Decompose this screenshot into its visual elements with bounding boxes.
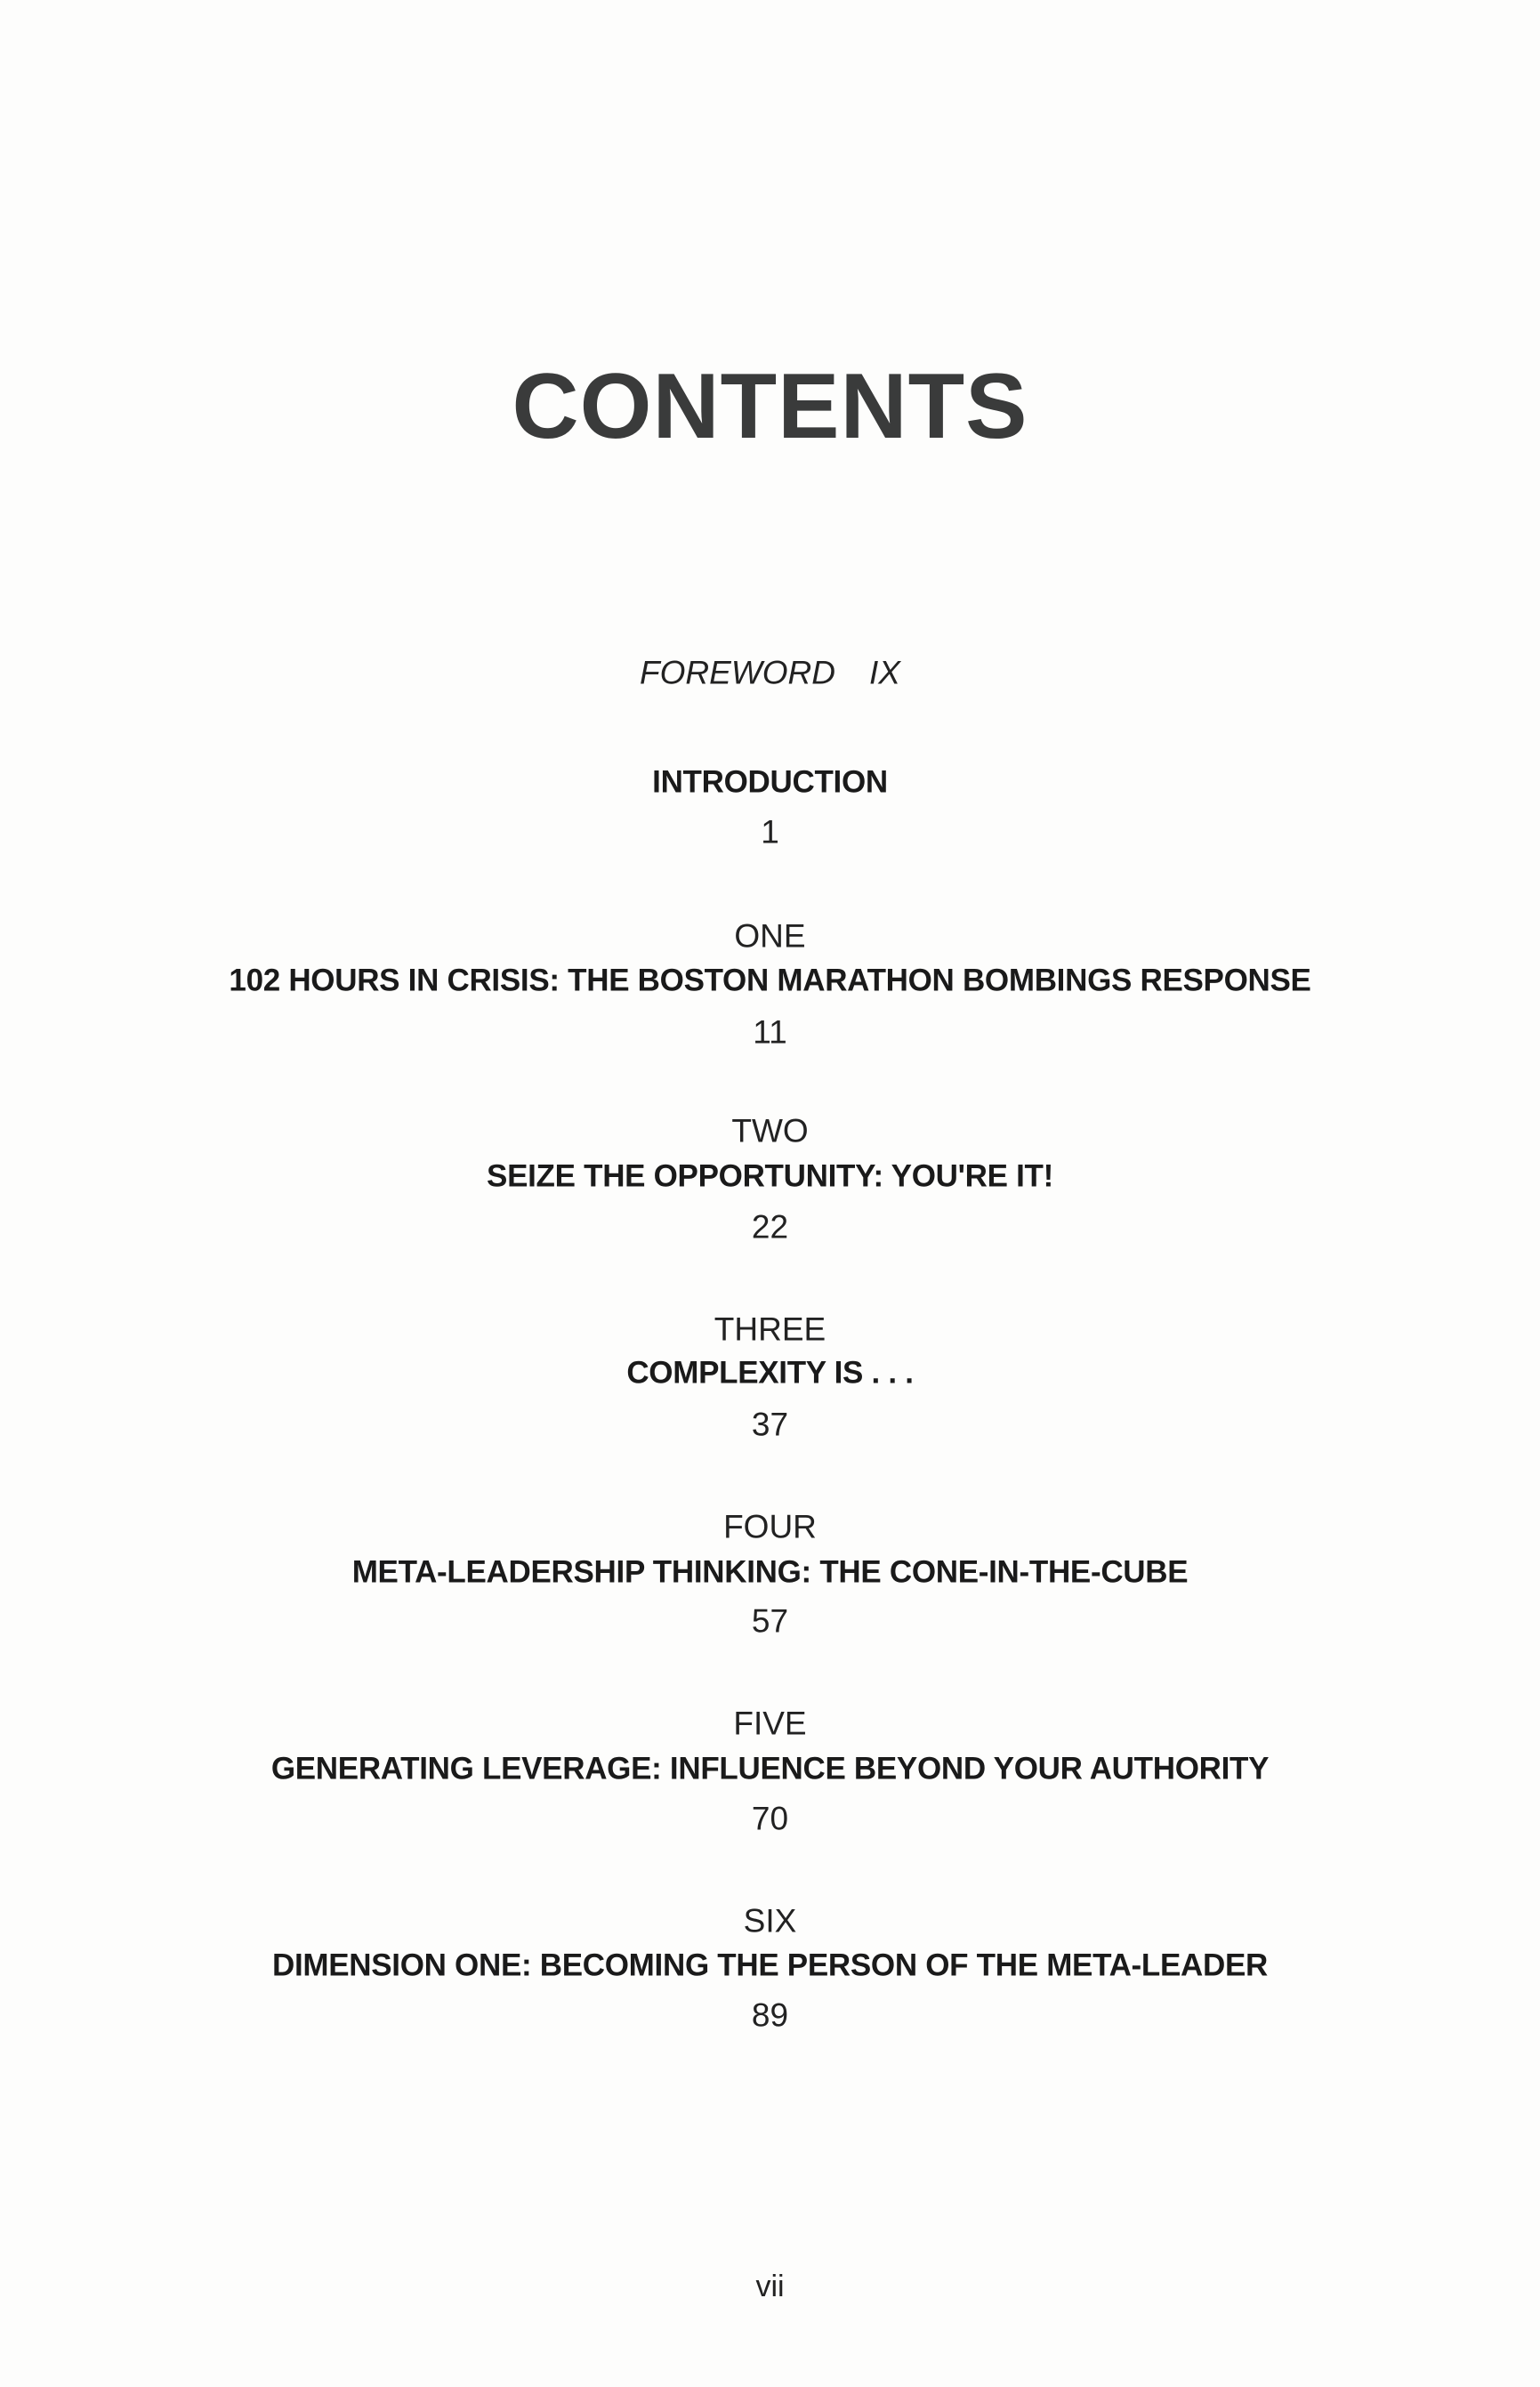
foreword-page: IX: [868, 654, 900, 691]
chapter-number: ONE: [734, 917, 806, 955]
chapter-number: TWO: [731, 1112, 809, 1149]
chapter-page: 37: [751, 1406, 789, 1443]
chapter-page: 57: [751, 1602, 789, 1640]
chapter-title: DIMENSION ONE: BECOMING THE PERSON OF THE META-LEADER: [271, 1948, 1269, 1983]
chapter-title: GENERATING LEVERAGE: INFLUENCE BEYOND YOUR AUTHORITY: [270, 1751, 1270, 1786]
chapter-number: SIX: [743, 1902, 797, 1939]
chapter-number: FIVE: [733, 1705, 807, 1742]
chapter-title: 102 HOURS IN CRISIS: THE BOSTON MARATHON BOMBINGS RESPONSE: [229, 963, 1311, 998]
page-number: vii: [755, 2270, 785, 2303]
chapter-page: 11: [753, 1013, 787, 1051]
chapter-page: 89: [751, 1996, 789, 2034]
toc-foreword: [0, 654, 1540, 691]
toc-introduction-title: INTRODUCTION: [652, 764, 888, 800]
chapter-page: 22: [751, 1208, 789, 1246]
foreword-label: FOREWORD: [640, 654, 835, 691]
toc-introduction-page: 1: [761, 813, 779, 851]
chapter-title: META-LEADERSHIP THINKING: THE CONE-IN-THE-CUBE: [351, 1554, 1189, 1590]
page-title: CONTENTS: [512, 355, 1028, 458]
chapter-title: SEIZE THE OPPORTUNITY: YOU'RE IT!: [487, 1158, 1053, 1194]
chapter-title: COMPLEXITY IS . . .: [626, 1355, 914, 1391]
chapter-page: 70: [751, 1800, 789, 1837]
chapter-number: FOUR: [723, 1508, 817, 1545]
chapter-number: THREE: [714, 1310, 826, 1348]
